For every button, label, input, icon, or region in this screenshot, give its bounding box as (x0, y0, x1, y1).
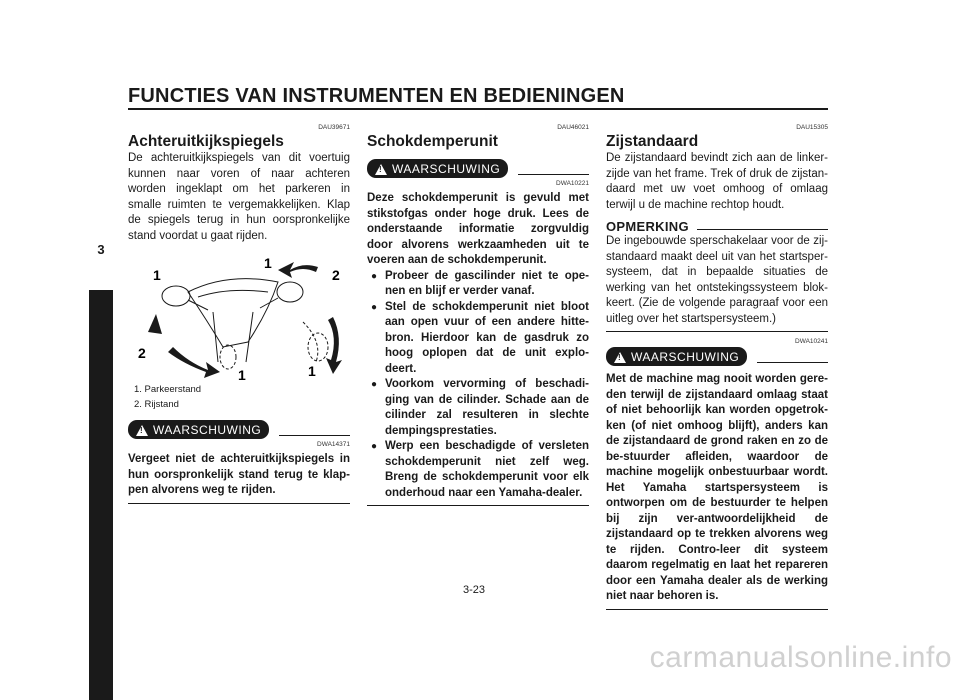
figure-caption: 1. Parkeerstand (134, 384, 202, 395)
warning-bullets (367, 269, 589, 502)
warning-badge (128, 420, 269, 439)
warning-icon: ! (136, 425, 148, 436)
section-code: DAU46021 (557, 124, 589, 131)
warning-badge (606, 347, 747, 366)
warning-label: WAARSCHUWING (392, 162, 501, 176)
warning-text: Deze schokdemperunit is gevuld met stikstofgas onder hoge druk. Lees de onderstaande informatie zorgvuldig door alvorens werkzaamheden uit te voeren aan de schokdemperunit. (367, 192, 589, 266)
figure-label: 1 (238, 367, 246, 382)
warning-end-rule (367, 505, 589, 506)
section-heading: Zijstandaard (606, 133, 699, 150)
warning-rule (518, 174, 589, 175)
section-body: De achteruitkijkspiegels van dit voertuig kunnen naar voren of naar achteren worden ingeklapt om het parkeren in smalle ruimten te vergemakkelijken. Klap de spiegels terug in hun oorspronkelijke stand voordat u gaat rijden. (128, 152, 350, 242)
section-code: DAU39671 (318, 124, 350, 131)
section-body: De zijstandaard bevindt zich aan de linker-zijde van het frame. Trek of druk de zijstan-daard met uw voet omhoog of omlaag terwijl u de machine rechtop houdt. (606, 152, 828, 211)
warning-code: DWA10241 (795, 338, 828, 345)
section-heading: Schokdemperunit (367, 133, 498, 150)
chapter-number: 3 (97, 242, 105, 257)
warning-header (606, 347, 828, 366)
warning-text: Vergeet niet de achteruitkijkspiegels in hun oorspronkelijk stand terug te klap-pen alvorens weg te rijden. (128, 453, 350, 496)
figure-caption: 2. Rijstand (134, 399, 179, 410)
list-item: ● Werp een beschadigde of versleten schokdemperunit niet zelf weg. Breng de schokdemperunit voor elk onderhoud naar een Yamaha-dealer. (367, 439, 589, 501)
figure-label: 1 (308, 363, 316, 379)
column-shock-absorber (367, 124, 589, 506)
note-header (606, 219, 828, 234)
column-mirrors (128, 124, 350, 504)
list-item: ● Voorkom vervorming of beschadi-ging van de cilinder. Schade aan de cilinder zal resulteren in slechte dempingsprestaties. (367, 377, 589, 439)
mirror-illustration (128, 252, 350, 382)
warning-end-rule (128, 503, 350, 504)
warning-badge (367, 159, 508, 178)
figure-label: 2 (138, 345, 146, 361)
warning-label: WAARSCHUWING (631, 350, 740, 364)
note-rule (697, 229, 828, 230)
figure-label: 1 (264, 255, 272, 271)
section-heading: Achteruitkijkspiegels (128, 133, 284, 150)
warning-rule (279, 435, 350, 436)
list-item: ● Stel de schokdemperunit niet bloot aan open vuur of een andere hitte-bron. Hierdoor kan de gasdruk zo hoog oplopen dat de unit explo-deert. (367, 300, 589, 378)
warning-code: DWA14371 (317, 441, 350, 448)
note-text: De ingebouwde sperschakelaar voor de zij-standaard maakt deel uit van het startsper-systeem, dat in bepaalde situaties de werking van het ontstekingssysteem blok-keert. (Zie de volgende paragraaf voor een uitleg over het startspersysteem.) (606, 235, 828, 325)
column-sidestand (606, 124, 828, 610)
figure-label: 1 (153, 267, 161, 283)
watermark: carmanualsonline.info (649, 641, 952, 674)
warning-icon: ! (614, 352, 626, 363)
warning-header (128, 420, 350, 439)
warning-end-rule (606, 609, 828, 610)
note-label: OPMERKING (606, 219, 689, 234)
page-title: FUNCTIES VAN INSTRUMENTEN EN BEDIENINGEN (128, 85, 625, 107)
note-end-rule (606, 331, 828, 332)
list-item: ● Probeer de gascilinder niet te ope-nen en blijf er verder vanaf. (367, 269, 589, 300)
figure-label: 2 (332, 267, 340, 283)
warning-rule (757, 362, 828, 363)
warning-code: DWA10221 (556, 180, 589, 187)
section-code: DAU15305 (796, 124, 828, 131)
warning-header (367, 159, 589, 178)
warning-label: WAARSCHUWING (153, 423, 262, 437)
title-rule (128, 108, 828, 110)
page-number: 3-23 (463, 584, 486, 596)
warning-icon: ! (375, 164, 387, 175)
warning-text: Met de machine mag nooit worden gere-den terwijl de zijstandaard omlaag staat of niet behoorlijk kan worden opgetrok-ken (of niet omhoog blijft), anders kan de zijstandaard de grond raken en zo de be-stuurder afleiden, waardoor de machine mogelijk onbestuurbaar wordt. Het Yamaha startspersysteem is ontworpen om de bestuurder te helpen bij zijn ver-antwoordelijkheid de zijstandaard op te trekken alvorens weg te rijden. Contro-leer dit systeem daarom regelmatig en laat het repareren door een Yamaha dealer als de werking niet naar behoren is. (606, 373, 828, 602)
